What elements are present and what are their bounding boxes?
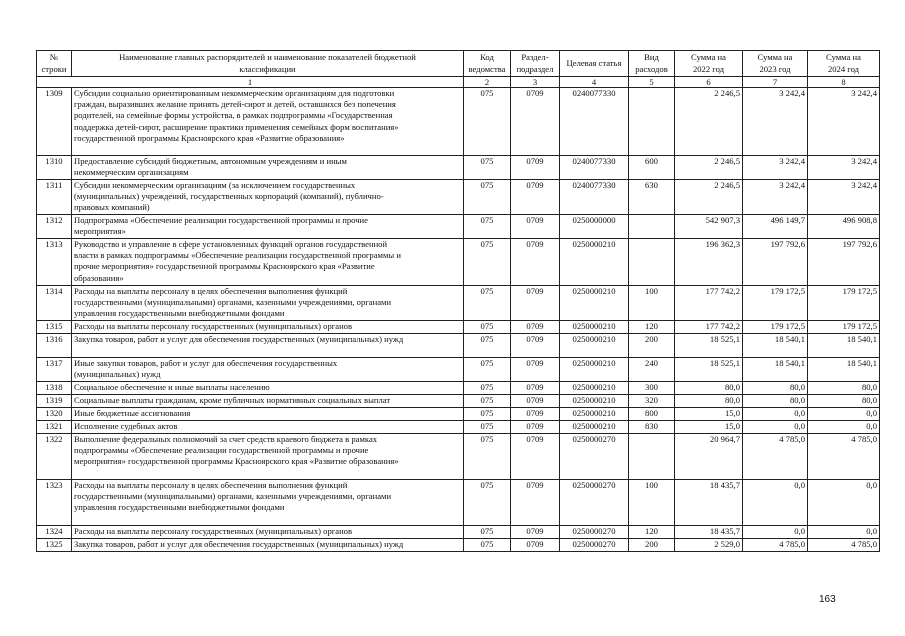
sum-2023-cell: 3 242,4 bbox=[743, 156, 808, 180]
expense-type-cell: 100 bbox=[629, 286, 675, 321]
expense-type-cell: 100 bbox=[629, 480, 675, 526]
dept-code-cell: 075 bbox=[464, 180, 511, 215]
row-name-line: (муниципальных) нужд bbox=[74, 369, 161, 380]
page-number: 163 bbox=[819, 594, 836, 605]
sum-2024-cell: 0,0 bbox=[808, 408, 880, 421]
row-name-line: Социальные выплаты гражданам, кроме публичных нормативных социальных выплат bbox=[74, 395, 391, 405]
row-number-cell: 1320 bbox=[37, 408, 72, 421]
section-code-cell: 0709 bbox=[511, 239, 560, 286]
table-row bbox=[37, 180, 880, 215]
col-index-3: 3 bbox=[511, 77, 560, 88]
row-name-cell bbox=[72, 382, 464, 395]
sum-2024-cell: 3 242,4 bbox=[808, 88, 880, 156]
target-article-cell: 0250000210 bbox=[560, 321, 629, 334]
table-row bbox=[37, 358, 880, 382]
sum-2023-cell: 197 792,6 bbox=[743, 239, 808, 286]
row-name-line: Социальное обеспечение и иные выплаты населению bbox=[74, 382, 270, 392]
sum-2024-cell: 496 908,8 bbox=[808, 215, 880, 239]
dept-code-cell: 075 bbox=[464, 88, 511, 156]
target-article-cell: 0240077330 bbox=[560, 156, 629, 180]
table-row bbox=[37, 408, 880, 421]
target-article-cell: 0250000210 bbox=[560, 395, 629, 408]
sum-2022-cell: 177 742,2 bbox=[675, 321, 743, 334]
sum-2023-cell: 3 242,4 bbox=[743, 180, 808, 215]
row-number-cell: 1312 bbox=[37, 215, 72, 239]
sum-2024-cell: 3 242,4 bbox=[808, 180, 880, 215]
dept-code-cell: 075 bbox=[464, 358, 511, 382]
expense-type-cell: 120 bbox=[629, 321, 675, 334]
row-number-cell: 1319 bbox=[37, 395, 72, 408]
section-code-cell: 0709 bbox=[511, 408, 560, 421]
target-article-cell: 0250000270 bbox=[560, 434, 629, 480]
sum-2024-cell: 197 792,6 bbox=[808, 239, 880, 286]
row-name-line: Расходы на выплаты персоналу в целях обеспечения выполнения функций bbox=[74, 286, 348, 296]
section-code-cell: 0709 bbox=[511, 526, 560, 539]
target-article-cell: 0240077330 bbox=[560, 88, 629, 156]
dept-code-cell: 075 bbox=[464, 239, 511, 286]
expense-type-cell: 630 bbox=[629, 180, 675, 215]
dept-code-cell: 075 bbox=[464, 286, 511, 321]
col-header-section: Раздел- подраздел bbox=[511, 51, 560, 77]
target-article-cell: 0250000210 bbox=[560, 358, 629, 382]
col-header-no: № строки bbox=[37, 51, 72, 77]
expense-type-cell: 300 bbox=[629, 382, 675, 395]
row-name-cell bbox=[72, 408, 464, 421]
dept-code-cell: 075 bbox=[464, 334, 511, 358]
row-name-line: мероприятия» bbox=[74, 226, 126, 237]
sum-2023-cell: 80,0 bbox=[743, 382, 808, 395]
col-index-2: 2 bbox=[464, 77, 511, 88]
sum-2023-cell: 496 149,7 bbox=[743, 215, 808, 239]
sum-2023-cell: 0,0 bbox=[743, 526, 808, 539]
row-name-cell bbox=[72, 321, 464, 334]
row-name-line: власти в рамках подпрограммы «Обеспечение реализации государственной программы и bbox=[74, 250, 401, 261]
row-number-cell: 1315 bbox=[37, 321, 72, 334]
sum-2023-cell: 80,0 bbox=[743, 395, 808, 408]
table-row bbox=[37, 286, 880, 321]
sum-2022-cell: 15,0 bbox=[675, 408, 743, 421]
table-row bbox=[37, 88, 880, 156]
col-index-5: 5 bbox=[629, 77, 675, 88]
dept-code-cell: 075 bbox=[464, 215, 511, 239]
sum-2022-cell: 80,0 bbox=[675, 382, 743, 395]
row-number-cell: 1322 bbox=[37, 434, 72, 480]
col-index-1: 1 bbox=[37, 77, 464, 88]
section-code-cell: 0709 bbox=[511, 321, 560, 334]
sum-2023-cell: 18 540,1 bbox=[743, 358, 808, 382]
dept-code-cell: 075 bbox=[464, 395, 511, 408]
row-name-cell bbox=[72, 156, 464, 180]
row-name-line: Исполнение судебных актов bbox=[74, 421, 178, 431]
section-code-cell: 0709 bbox=[511, 382, 560, 395]
sum-2023-cell: 0,0 bbox=[743, 480, 808, 526]
row-name-line: Иные закупки товаров, работ и услуг для обеспечения государственных bbox=[74, 358, 338, 368]
col-header-dept: Код ведомства bbox=[464, 51, 511, 77]
table-row bbox=[37, 395, 880, 408]
row-name-cell bbox=[72, 539, 464, 552]
row-number-cell: 1321 bbox=[37, 421, 72, 434]
row-name-line: некоммерческим организациям bbox=[74, 167, 189, 178]
column-index-row bbox=[37, 77, 880, 88]
col-index-4: 4 bbox=[560, 77, 629, 88]
sum-2022-cell: 2 246,5 bbox=[675, 180, 743, 215]
table-row bbox=[37, 382, 880, 395]
row-name-line: правовых компаний) bbox=[74, 202, 150, 213]
row-name-line: управления государственными внебюджетными фондами bbox=[74, 308, 285, 319]
row-number-cell: 1313 bbox=[37, 239, 72, 286]
table-row bbox=[37, 215, 880, 239]
section-code-cell: 0709 bbox=[511, 421, 560, 434]
col-header-name: Наименование главных распорядителей и наименование показателей бюджетной классификации bbox=[72, 51, 464, 77]
sum-2024-cell: 179 172,5 bbox=[808, 321, 880, 334]
row-name-line: Предоставление субсидий бюджетным, автономным учреждениям и иным bbox=[74, 156, 347, 166]
row-name-line: поддержка детей-сирот, расширение практики применения семейных форм воспитания» bbox=[74, 121, 399, 132]
sum-2022-cell: 18 435,7 bbox=[675, 526, 743, 539]
expense-type-cell: 320 bbox=[629, 395, 675, 408]
expense-type-cell: 200 bbox=[629, 539, 675, 552]
row-number-cell: 1314 bbox=[37, 286, 72, 321]
section-code-cell: 0709 bbox=[511, 156, 560, 180]
table-row bbox=[37, 421, 880, 434]
sum-2023-cell: 0,0 bbox=[743, 421, 808, 434]
target-article-cell: 0250000210 bbox=[560, 408, 629, 421]
section-code-cell: 0709 bbox=[511, 334, 560, 358]
section-code-cell: 0709 bbox=[511, 88, 560, 156]
sum-2023-cell: 179 172,5 bbox=[743, 321, 808, 334]
sum-2022-cell: 80,0 bbox=[675, 395, 743, 408]
section-code-cell: 0709 bbox=[511, 215, 560, 239]
dept-code-cell: 075 bbox=[464, 539, 511, 552]
section-code-cell: 0709 bbox=[511, 480, 560, 526]
section-code-cell: 0709 bbox=[511, 358, 560, 382]
sum-2024-cell: 4 785,0 bbox=[808, 434, 880, 480]
sum-2022-cell: 18 525,1 bbox=[675, 334, 743, 358]
sum-2024-cell: 4 785,0 bbox=[808, 539, 880, 552]
dept-code-cell: 075 bbox=[464, 434, 511, 480]
sum-2024-cell: 18 540,1 bbox=[808, 358, 880, 382]
dept-code-cell: 075 bbox=[464, 480, 511, 526]
dept-code-cell: 075 bbox=[464, 526, 511, 539]
row-name-cell bbox=[72, 434, 464, 480]
dept-code-cell: 075 bbox=[464, 382, 511, 395]
sum-2024-cell: 179 172,5 bbox=[808, 286, 880, 321]
table-body bbox=[37, 88, 880, 552]
table-row bbox=[37, 156, 880, 180]
expense-type-cell bbox=[629, 239, 675, 286]
section-code-cell: 0709 bbox=[511, 434, 560, 480]
expense-type-cell: 120 bbox=[629, 526, 675, 539]
dept-code-cell: 075 bbox=[464, 421, 511, 434]
row-name-line: Субсидии социально ориентированным некоммерческим организациям для подготовки bbox=[74, 88, 395, 98]
table-row bbox=[37, 334, 880, 358]
row-name-line: Закупка товаров, работ и услуг для обеспечения государственных (муниципальных) нужд bbox=[74, 334, 404, 344]
row-name-line: Закупка товаров, работ и услуг для обеспечения государственных (муниципальных) нужд bbox=[74, 539, 404, 549]
sum-2024-cell: 80,0 bbox=[808, 395, 880, 408]
row-name-line: Выполнение федеральных полномочий за счет средств краевого бюджета в рамках bbox=[74, 434, 378, 444]
section-code-cell: 0709 bbox=[511, 539, 560, 552]
col-header-target: Целевая статья bbox=[560, 51, 629, 77]
target-article-cell: 0250000210 bbox=[560, 334, 629, 358]
expense-type-cell: 800 bbox=[629, 408, 675, 421]
target-article-cell: 0240077330 bbox=[560, 180, 629, 215]
sum-2022-cell: 542 907,3 bbox=[675, 215, 743, 239]
target-article-cell: 0250000210 bbox=[560, 421, 629, 434]
section-code-cell: 0709 bbox=[511, 180, 560, 215]
row-name-cell bbox=[72, 395, 464, 408]
sum-2024-cell: 18 540,1 bbox=[808, 334, 880, 358]
col-index-7: 7 bbox=[743, 77, 808, 88]
target-article-cell: 0250000000 bbox=[560, 215, 629, 239]
row-name-line: государственными (муниципальными) органами, казенными учреждениями, органами bbox=[74, 491, 392, 502]
expense-type-cell: 600 bbox=[629, 156, 675, 180]
row-name-cell bbox=[72, 239, 464, 286]
row-name-cell bbox=[72, 180, 464, 215]
col-index-8: 8 bbox=[808, 77, 880, 88]
row-name-cell bbox=[72, 358, 464, 382]
budget-table bbox=[36, 50, 880, 552]
col-header-type: Вид расходов bbox=[629, 51, 675, 77]
target-article-cell: 0250000210 bbox=[560, 382, 629, 395]
row-name-line: подпрограммы «Обеспечение реализации государственной программы и прочие bbox=[74, 445, 369, 456]
row-name-line: Руководство и управление в сфере установленных функций органов государственной bbox=[74, 239, 388, 249]
row-number-cell: 1324 bbox=[37, 526, 72, 539]
target-article-cell: 0250000210 bbox=[560, 239, 629, 286]
expense-type-cell: 200 bbox=[629, 334, 675, 358]
header-row bbox=[37, 51, 880, 77]
row-name-cell bbox=[72, 334, 464, 358]
sum-2024-cell: 3 242,4 bbox=[808, 156, 880, 180]
row-name-line: (муниципальных) учреждений, государственных корпораций (компаний), публично- bbox=[74, 191, 384, 202]
sum-2022-cell: 18 435,7 bbox=[675, 480, 743, 526]
row-name-cell bbox=[72, 421, 464, 434]
row-name-line: Расходы на выплаты персоналу в целях обеспечения выполнения функций bbox=[74, 480, 348, 490]
col-index-6: 6 bbox=[675, 77, 743, 88]
expense-type-cell bbox=[629, 215, 675, 239]
dept-code-cell: 075 bbox=[464, 408, 511, 421]
sum-2023-cell: 4 785,0 bbox=[743, 434, 808, 480]
table-row bbox=[37, 321, 880, 334]
row-number-cell: 1311 bbox=[37, 180, 72, 215]
sum-2023-cell: 3 242,4 bbox=[743, 88, 808, 156]
row-number-cell: 1309 bbox=[37, 88, 72, 156]
sum-2022-cell: 15,0 bbox=[675, 421, 743, 434]
row-name-line: мероприятия» государственной программы Красноярского края «Развитие образования» bbox=[74, 456, 399, 467]
col-header-sum-2023: Сумма на 2023 год bbox=[743, 51, 808, 77]
row-name-line: граждан, выразивших желание принять детей-сирот и детей, оставшихся без попечения bbox=[74, 99, 396, 110]
row-name-line: Расходы на выплаты персоналу государственных (муниципальных) органов bbox=[74, 526, 353, 536]
sum-2024-cell: 0,0 bbox=[808, 480, 880, 526]
sum-2022-cell: 196 362,3 bbox=[675, 239, 743, 286]
sum-2022-cell: 177 742,2 bbox=[675, 286, 743, 321]
row-name-line: прочие мероприятия» государственной программы Красноярского края «Развитие bbox=[74, 261, 375, 272]
row-name-line: Субсидии некоммерческим организациям (за исключением государственных bbox=[74, 180, 356, 190]
col-header-sum-2022: Сумма на 2022 год bbox=[675, 51, 743, 77]
dept-code-cell: 075 bbox=[464, 321, 511, 334]
row-number-cell: 1323 bbox=[37, 480, 72, 526]
sum-2022-cell: 2 529,0 bbox=[675, 539, 743, 552]
dept-code-cell: 075 bbox=[464, 156, 511, 180]
row-number-cell: 1316 bbox=[37, 334, 72, 358]
target-article-cell: 0250000210 bbox=[560, 286, 629, 321]
expense-type-cell bbox=[629, 88, 675, 156]
row-name-line: образования» bbox=[74, 272, 124, 283]
row-name-line: государственной программы Красноярского края «Развитие образования» bbox=[74, 132, 345, 143]
row-number-cell: 1325 bbox=[37, 539, 72, 552]
col-header-sum-2024: Сумма на 2024 год bbox=[808, 51, 880, 77]
table-row bbox=[37, 480, 880, 526]
target-article-cell: 0250000270 bbox=[560, 539, 629, 552]
sum-2023-cell: 4 785,0 bbox=[743, 539, 808, 552]
expense-type-cell: 240 bbox=[629, 358, 675, 382]
sum-2023-cell: 0,0 bbox=[743, 408, 808, 421]
table-row bbox=[37, 526, 880, 539]
sum-2022-cell: 20 964,7 bbox=[675, 434, 743, 480]
sum-2022-cell: 18 525,1 bbox=[675, 358, 743, 382]
sum-2023-cell: 18 540,1 bbox=[743, 334, 808, 358]
row-name-line: Расходы на выплаты персоналу государственных (муниципальных) органов bbox=[74, 321, 353, 331]
expense-type-cell bbox=[629, 434, 675, 480]
row-name-line: родителей, на семейные формы устройства, в рамках подпрограммы «Государственная bbox=[74, 110, 393, 121]
table-row bbox=[37, 434, 880, 480]
row-name-line: Подпрограмма «Обеспечение реализации государственной программы и прочие bbox=[74, 215, 368, 225]
sum-2023-cell: 179 172,5 bbox=[743, 286, 808, 321]
row-name-cell bbox=[72, 526, 464, 539]
sum-2024-cell: 80,0 bbox=[808, 382, 880, 395]
section-code-cell: 0709 bbox=[511, 286, 560, 321]
row-name-cell bbox=[72, 88, 464, 156]
section-code-cell: 0709 bbox=[511, 395, 560, 408]
row-name-line: Иные бюджетные ассигнования bbox=[74, 408, 191, 418]
row-name-cell bbox=[72, 480, 464, 526]
target-article-cell: 0250000270 bbox=[560, 480, 629, 526]
row-name-line: управления государственными внебюджетными фондами bbox=[74, 502, 285, 513]
row-name-cell bbox=[72, 286, 464, 321]
row-name-cell bbox=[72, 215, 464, 239]
row-number-cell: 1310 bbox=[37, 156, 72, 180]
row-number-cell: 1318 bbox=[37, 382, 72, 395]
expense-type-cell: 830 bbox=[629, 421, 675, 434]
row-name-line: государственными (муниципальными) органами, казенными учреждениями, органами bbox=[74, 297, 392, 308]
table-row bbox=[37, 239, 880, 286]
table-row bbox=[37, 539, 880, 552]
target-article-cell: 0250000270 bbox=[560, 526, 629, 539]
sum-2022-cell: 2 246,5 bbox=[675, 156, 743, 180]
row-number-cell: 1317 bbox=[37, 358, 72, 382]
sum-2024-cell: 0,0 bbox=[808, 421, 880, 434]
sum-2024-cell: 0,0 bbox=[808, 526, 880, 539]
sum-2022-cell: 2 246,5 bbox=[675, 88, 743, 156]
